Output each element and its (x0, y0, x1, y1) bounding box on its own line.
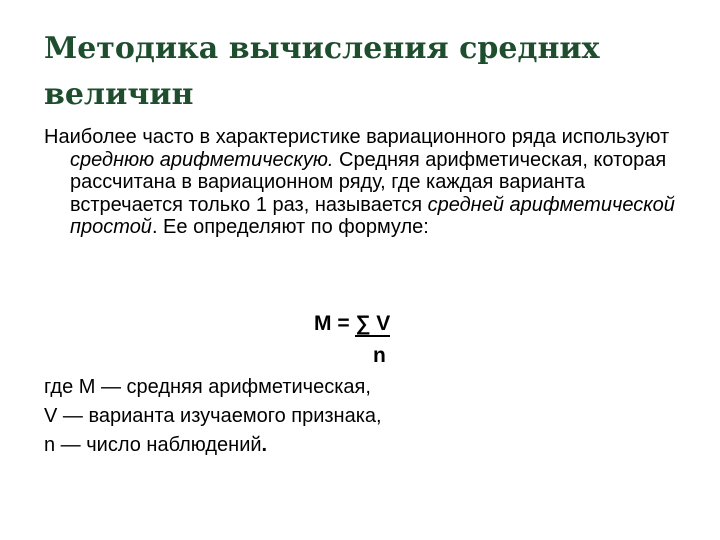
paragraph-part-1: Наиболее часто в характеристике вариационного ряда используют (44, 126, 670, 148)
formula-legend (44, 373, 684, 460)
legend-line-n-text: n — число наблюдений (44, 434, 262, 456)
paragraph-part-3: . Ее определяют по формуле: (151, 216, 429, 238)
intro-paragraph (44, 126, 684, 239)
emphasis-arithmetic-mean: среднюю арифметическую. (70, 148, 334, 171)
formula-lhs: M = (314, 312, 356, 335)
slide-title: Методика вычисления средних величин (44, 31, 600, 112)
formula-numerator-line (314, 311, 390, 337)
legend-line-m: где М — средняя арифметическая, (44, 376, 371, 398)
legend-line-n (44, 431, 684, 460)
body-text (44, 126, 684, 239)
emphasis-simple-arithmetic-mean: средней арифметической простой (70, 193, 675, 238)
formula-numerator: ∑ V (355, 312, 391, 335)
legend-line-v: V — варианта изучаемого признака, (44, 405, 382, 427)
legend-line-n-end: . (261, 434, 268, 456)
formula-denominator: n (373, 344, 386, 367)
paragraph-part-2: Средняя арифметическая, которая рассчитана в вариационном ряду, где каждая варианта встречается только 1 раз, называется (70, 148, 667, 216)
